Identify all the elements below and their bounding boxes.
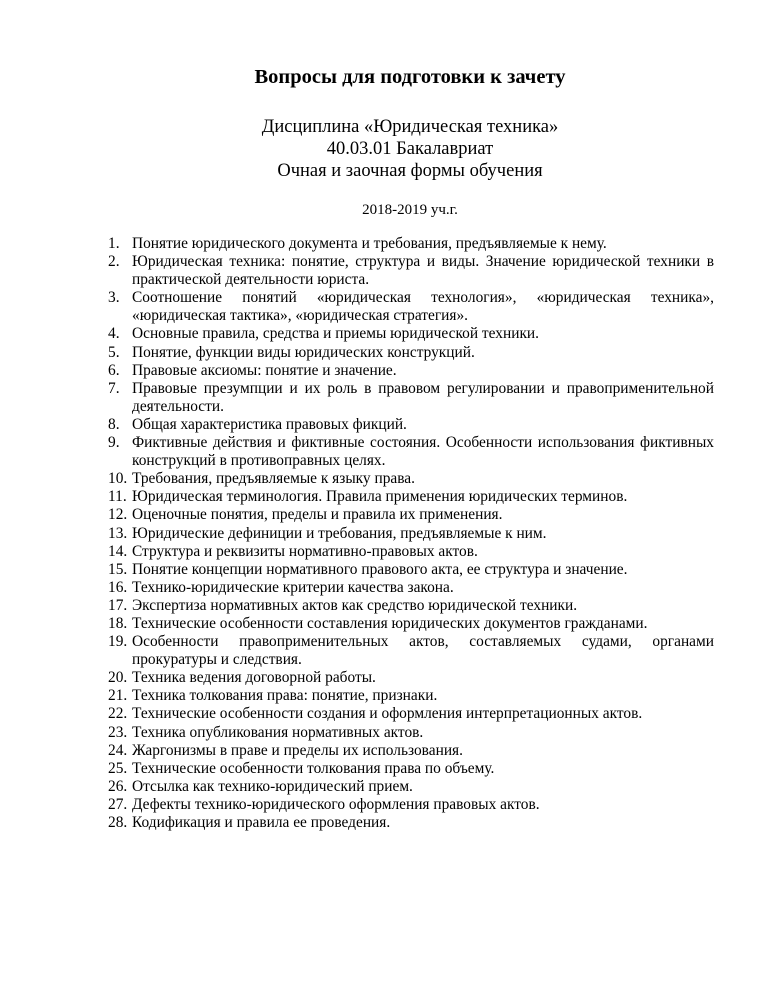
question-number: 28. [108, 814, 128, 831]
question-item [108, 488, 714, 506]
question-number: 15. [108, 560, 128, 578]
question-number: 6. [108, 361, 120, 379]
question-number: 10. [108, 470, 128, 488]
question-number: 7. [108, 379, 120, 397]
question-item [108, 778, 714, 796]
study-forms-line: Очная и заочная формы обучения [277, 161, 543, 181]
question-number: 2. [108, 253, 120, 271]
question-number: 1. [108, 235, 120, 252]
question-number: 25. [108, 759, 128, 777]
question-item [108, 814, 714, 832]
question-item [108, 289, 714, 325]
question-text: Особенности правоприменительных актов, составляемых судами, органами прокуратуры и следствия. [132, 633, 714, 669]
question-item [108, 796, 714, 814]
question-number: 26. [108, 777, 128, 795]
question-text: Юридическая терминология. Правила применения юридических терминов. [132, 488, 628, 506]
question-item [108, 543, 714, 561]
question-text: Дефекты технико-юридического оформления правовых актов. [132, 795, 540, 813]
question-item [108, 416, 714, 434]
question-number: 18. [108, 614, 128, 632]
question-item [108, 235, 714, 253]
question-text: Экспертиза нормативных актов как средство юридической техники. [132, 596, 578, 614]
question-item [108, 561, 714, 579]
question-number: 19. [108, 633, 128, 651]
question-item [108, 344, 714, 362]
question-text: Основные правила, средства и приемы юридической техники. [132, 325, 540, 343]
question-item [108, 434, 714, 470]
question-text: Правовые презумпции и их роль в правовом регулировании и правоприменительной деятельности. [132, 379, 714, 415]
question-number: 24. [108, 741, 128, 759]
question-text: Технические особенности создания и оформления интерпретационных актов. [132, 705, 643, 723]
question-item [108, 380, 714, 416]
question-text: Технико-юридические критерии качества закона. [132, 578, 454, 596]
question-text: Понятие, функции виды юридических конструкций. [132, 343, 475, 361]
page-title: Вопросы для подготовки к зачету [254, 66, 566, 88]
academic-year: 2018-2019 уч.г. [362, 202, 458, 218]
question-number: 17. [108, 596, 128, 614]
question-text: Требования, предъявляемые к языку права. [132, 470, 415, 488]
question-item [108, 597, 714, 615]
questions-list [108, 235, 714, 832]
question-item [108, 253, 714, 289]
question-text: Оценочные понятия, пределы и правила их применения. [132, 506, 503, 524]
question-item [108, 362, 714, 380]
question-item [108, 615, 714, 633]
question-item [108, 669, 714, 687]
question-text: Техника опубликования нормативных актов. [132, 723, 424, 741]
program-code-line: 40.03.01 Бакалавриат [326, 139, 494, 159]
question-item [108, 742, 714, 760]
question-text: Юридическая техника: понятие, структура и виды. Значение юридической техники в практической деятельности юриста. [132, 253, 714, 289]
question-number: 8. [108, 415, 120, 433]
question-number: 3. [108, 289, 120, 307]
question-text: Общая характеристика правовых фикций. [132, 415, 407, 433]
question-item [108, 705, 714, 723]
question-number: 20. [108, 669, 128, 687]
question-text: Правовые аксиомы: понятие и значение. [132, 361, 397, 379]
question-item [108, 687, 714, 705]
question-item [108, 633, 714, 669]
question-number: 14. [108, 542, 128, 560]
question-number: 27. [108, 795, 128, 813]
question-text: Техника толкования права: понятие, признаки. [132, 687, 438, 705]
question-item [108, 525, 714, 543]
question-text: Структура и реквизиты нормативно-правовых актов. [132, 542, 478, 560]
question-number: 22. [108, 705, 128, 723]
discipline-line: Дисциплина «Юридическая техника» [261, 117, 559, 137]
question-number: 11. [108, 488, 127, 506]
question-item [108, 579, 714, 597]
question-number: 4. [108, 325, 120, 343]
question-text: Соотношение понятий «юридическая технология», «юридическая техника», «юридическая тактика», «юридическая стратегия». [132, 289, 714, 325]
question-text: Фиктивные действия и фиктивные состояния. Особенности использования фиктивных конструкций в противоправных целях. [132, 434, 714, 470]
question-text: Технические особенности толкования права по объему. [132, 759, 495, 777]
question-text: Жаргонизмы в праве и пределы их использования. [132, 741, 463, 759]
question-text: Понятие концепции нормативного правового акта, ее структура и значение. [132, 560, 628, 578]
question-item [108, 325, 714, 343]
subtitle-block [0, 116, 768, 182]
question-item [108, 470, 714, 488]
question-number: 23. [108, 723, 128, 741]
question-number: 9. [108, 434, 120, 452]
question-item [108, 724, 714, 742]
question-text: Понятие юридического документа и требования, предъявляемые к нему. [132, 235, 607, 252]
question-text: Технические особенности составления юридических документов гражданами. [132, 614, 648, 632]
question-item [108, 506, 714, 524]
question-text: Отсылка как технико-юридический прием. [132, 777, 413, 795]
question-number: 13. [108, 524, 128, 542]
question-item [108, 760, 714, 778]
question-text: Техника ведения договорной работы. [132, 669, 376, 687]
question-number: 12. [108, 506, 128, 524]
question-number: 16. [108, 578, 128, 596]
question-number: 21. [108, 687, 128, 705]
question-text: Юридические дефиниции и требования, предъявляемые к ним. [132, 524, 547, 542]
question-number: 5. [108, 343, 120, 361]
question-text: Кодификация и правила ее проведения. [132, 814, 391, 831]
